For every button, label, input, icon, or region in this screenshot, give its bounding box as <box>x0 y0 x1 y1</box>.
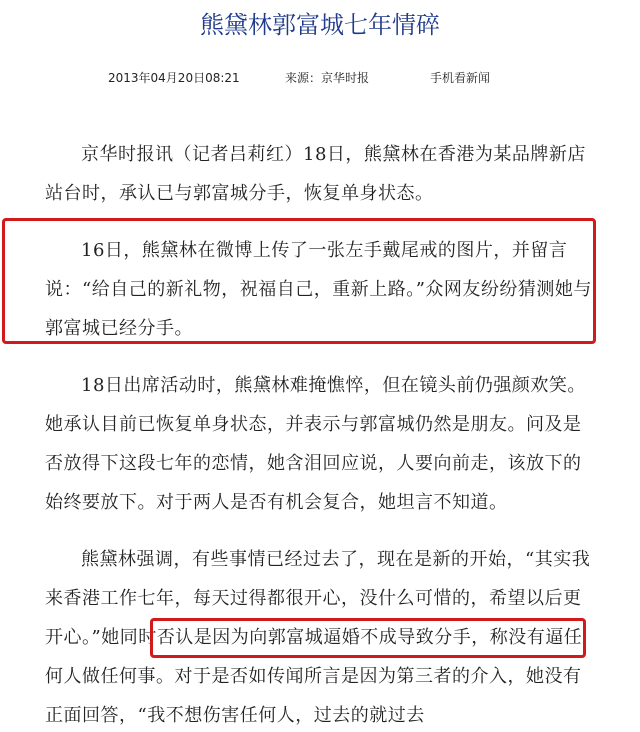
article-body <box>45 135 595 732</box>
publish-date: 2013年04月20日08:21 <box>108 71 240 85</box>
mobile-news-link[interactable]: 手机看新闻 <box>430 71 491 85</box>
article-source: 来源：京华时报 <box>285 71 370 85</box>
paragraph-3: 18日出席活动时，熊黛林难掩憔悴，但在镜头前仍强颜欢笑。她承认目前已恢复单身状态，并表示与郭富城仍然是朋友。问及是否放得下这段七年的恋情，她含泪回应说，人要向前走，该放下的始终要放下。对于两人是否有机会复合，她坦言不知道。 <box>45 375 586 513</box>
paragraph-4: 熊黛林强调，有些事情已经过去了，现在是新的开始，“其实我来香港工作七年，每天过得都很开心，没什么可惜的，希望以后更开心。”她同时否认是因为向郭富城逼婚不成导致分手，称没有逼任何人做任何事。对于是否如传闻所言是因为第三者的介入，她没有正面回答，“我不想伤害任何人，过去的就过去 <box>45 549 591 726</box>
paragraph-2: 16日，熊黛林在微博上传了一张左手戴尾戒的图片，并留言说：“给自己的新礼物，祝福自己，重新上路。”众网友纷纷猜测她与郭富城已经分手。 <box>45 240 592 339</box>
article-meta <box>0 68 640 88</box>
paragraph-1: 京华时报讯（记者吕莉红）18日，熊黛林在香港为某品牌新店站台时，承认已与郭富城分手，恢复单身状态。 <box>45 144 586 204</box>
article-title: 熊黛林郭富城七年情碎 <box>200 11 440 39</box>
